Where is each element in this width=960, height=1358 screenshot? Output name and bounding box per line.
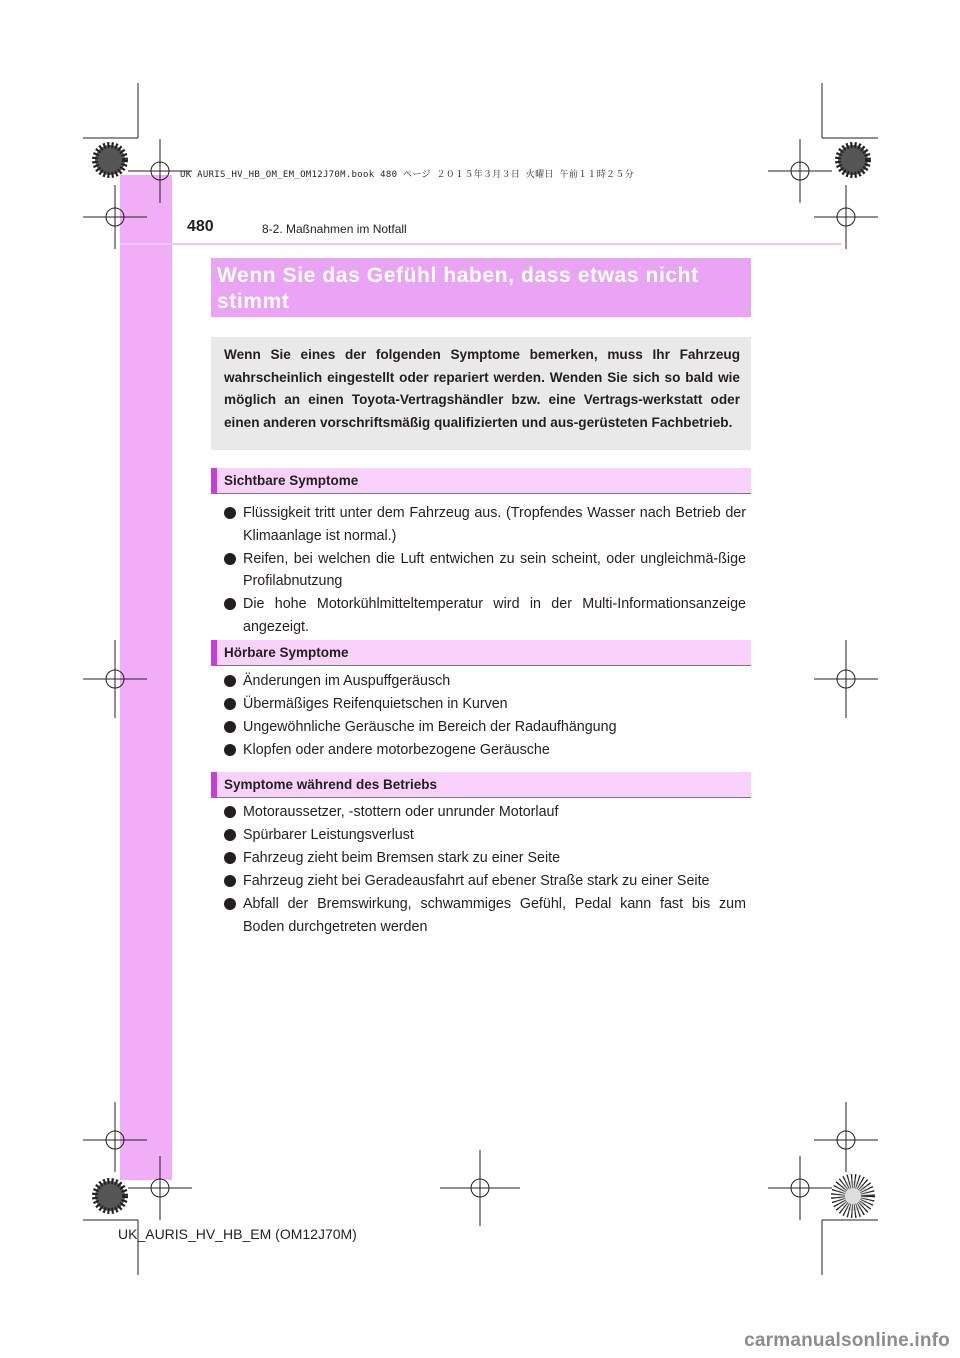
- list-item: Änderungen im Auspuffgeräusch: [211, 670, 751, 693]
- list-item: Übermäßiges Reifenquietschen in Kurven: [211, 693, 751, 716]
- list-item: Fahrzeug zieht bei Geradeausfahrt auf ebener Straße stark zu einer Seite: [211, 870, 751, 893]
- list-item: Motoraussetzer, -stottern oder unrunder Motorlauf: [211, 801, 751, 824]
- section-heading-operation: Symptome während des Betriebs: [211, 772, 751, 798]
- section-heading-visible: Sichtbare Symptome: [211, 468, 751, 494]
- print-metadata: UK AURIS_HV_HB_OM_EM_OM12J70M.book 480 ページ ２０１５年３月３日 火曜日 午前１１時２５分: [180, 170, 634, 180]
- list-item: Spürbarer Leistungsverlust: [211, 824, 751, 847]
- intro-text: Wenn Sie eines der folgenden Symptome bemerken, muss Ihr Fahrzeug wahrscheinlich eingestellt oder repariert werden. Wenden Sie sich so bald wie möglich an einen Toyota-Vertragshändler bzw. eine Vertrags-werkstatt oder einen anderen vorschriftsmäßig qualifizierten und aus-gerüsteten Fachbetrieb.: [211, 337, 751, 450]
- list-item: Die hohe Motorkühlmitteltemperatur wird in der Multi-Informationsanzeige angezeigt.: [211, 593, 751, 638]
- page-title: Wenn Sie das Gefühl haben, dass etwas nicht stimmt: [211, 258, 751, 317]
- section-heading-audible: Hörbare Symptome: [211, 640, 751, 666]
- page-number: 480: [187, 218, 214, 235]
- list-item: Ungewöhnliche Geräusche im Bereich der Radaufhängung: [211, 716, 751, 739]
- watermark-text: carmanualsonline.info: [744, 1330, 950, 1351]
- list-item: Klopfen oder andere motorbezogene Geräusche: [211, 739, 751, 762]
- footer-document-code: UK_AURIS_HV_HB_EM (OM12J70M): [118, 1226, 357, 1242]
- list-item: Fahrzeug zieht beim Bremsen stark zu einer Seite: [211, 847, 751, 870]
- color-calibration-icon: [95, 145, 868, 1211]
- list-item: Reifen, bei welchen die Luft entwichen zu sein scheint, oder ungleichmä-ßige Profilabnutzung: [211, 548, 751, 593]
- list-item: Abfall der Bremswirkung, schwammiges Gefühl, Pedal kann fast bis zum Boden durchgetreten werden: [211, 893, 751, 938]
- section-label: 8-2. Maßnahmen im Notfall: [262, 222, 407, 236]
- list-item: Flüssigkeit tritt unter dem Fahrzeug aus. (Tropfendes Wasser nach Betrieb der Klimaanlage ist normal.): [211, 502, 751, 547]
